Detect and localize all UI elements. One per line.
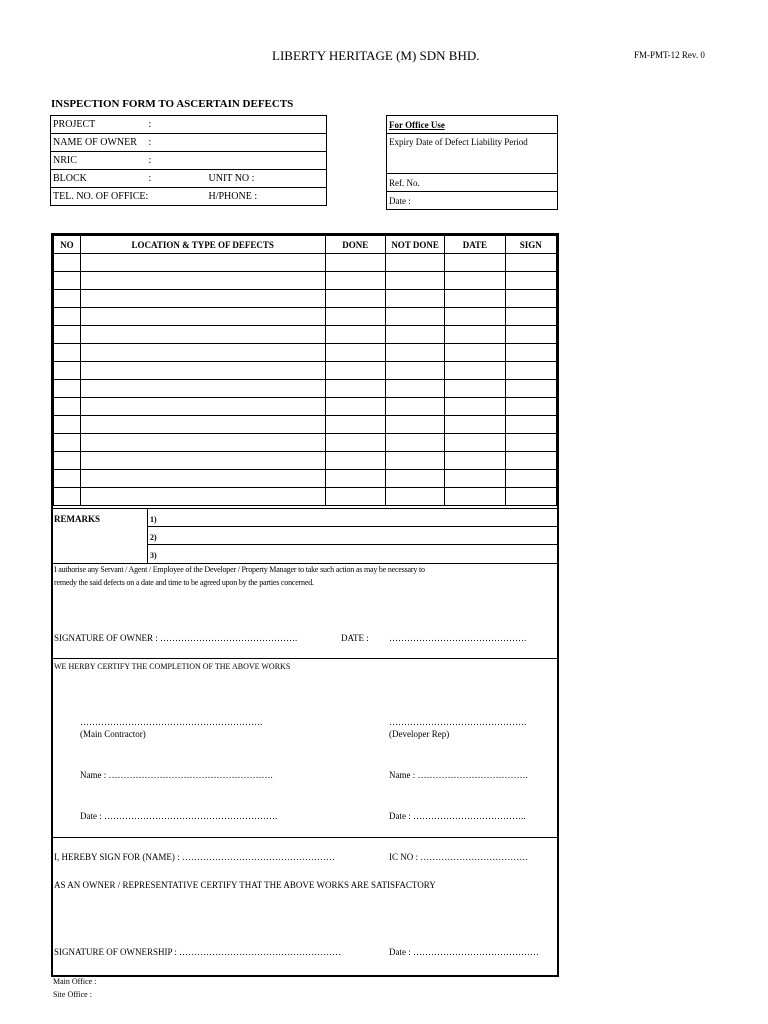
ref-no-field[interactable]: Ref. No. xyxy=(387,174,558,192)
cell-location[interactable] xyxy=(80,290,325,308)
cell-date[interactable] xyxy=(445,344,505,362)
col-location: LOCATION & TYPE OF DEFECTS xyxy=(80,236,325,254)
cell-no[interactable] xyxy=(54,452,81,470)
owner-colon: : xyxy=(148,137,152,148)
cell-no[interactable] xyxy=(54,344,81,362)
table-row xyxy=(54,470,557,488)
cell-date[interactable] xyxy=(445,272,505,290)
cell-no[interactable] xyxy=(54,272,81,290)
cell-location[interactable] xyxy=(80,362,325,380)
expiry-date-field[interactable]: Expiry Date of Defect Liability Period xyxy=(387,134,558,174)
col-not-done: NOT DONE xyxy=(385,236,444,254)
cell-sign[interactable] xyxy=(505,362,556,380)
cell-done[interactable] xyxy=(325,434,385,452)
cell-date[interactable] xyxy=(445,470,505,488)
cell-no[interactable] xyxy=(54,398,81,416)
unit-label: UNIT NO : xyxy=(208,173,255,184)
owner-cell[interactable] xyxy=(51,134,327,152)
certify-title: WE HERBY CERTIFY THE COMPLETION OF THE ABOVE WORKS xyxy=(54,662,291,671)
cell-sign[interactable] xyxy=(505,308,556,326)
table-row xyxy=(54,326,557,344)
cell-not-done[interactable] xyxy=(385,326,444,344)
cell-no[interactable] xyxy=(54,326,81,344)
cell-not-done[interactable] xyxy=(385,434,444,452)
block-row xyxy=(51,170,327,188)
cell-no[interactable] xyxy=(54,380,81,398)
cell-no[interactable] xyxy=(54,488,81,506)
owner-row xyxy=(51,134,327,152)
cell-not-done[interactable] xyxy=(385,308,444,326)
office-use-table xyxy=(386,115,558,210)
cell-not-done[interactable] xyxy=(385,290,444,308)
cell-done[interactable] xyxy=(325,254,385,272)
cell-date[interactable] xyxy=(445,254,505,272)
cell-done[interactable] xyxy=(325,290,385,308)
defect-rows xyxy=(54,254,557,506)
col-done: DONE xyxy=(325,236,385,254)
project-cell[interactable] xyxy=(51,116,327,134)
table-row xyxy=(54,362,557,380)
contractor-signature-field[interactable]: ……………………………………………………. xyxy=(80,717,263,727)
cell-date[interactable] xyxy=(445,416,505,434)
defects-header-row xyxy=(54,236,557,254)
office-use-title: For Office Use xyxy=(387,116,558,134)
developer-signature-field[interactable]: ………………………………………. xyxy=(389,717,527,727)
cell-not-done[interactable] xyxy=(385,272,444,290)
col-no: NO xyxy=(54,236,81,254)
cell-not-done[interactable] xyxy=(385,344,444,362)
cell-sign[interactable] xyxy=(505,488,556,506)
main-office-label: Main Office : xyxy=(53,977,97,986)
cell-date[interactable] xyxy=(445,290,505,308)
developer-name-field[interactable]: Name : ………………………………. xyxy=(389,770,528,780)
cell-location[interactable] xyxy=(80,272,325,290)
table-row xyxy=(54,344,557,362)
cell-sign[interactable] xyxy=(505,470,556,488)
cell-location[interactable] xyxy=(80,434,325,452)
cell-done[interactable] xyxy=(325,470,385,488)
cell-done[interactable] xyxy=(325,380,385,398)
authorise-line-2: remedy the said defects on a date and time to be agreed upon by the parties concerned. xyxy=(54,578,314,587)
table-row xyxy=(54,434,557,452)
cell-location[interactable] xyxy=(80,488,325,506)
cell-not-done[interactable] xyxy=(385,452,444,470)
table-row xyxy=(54,254,557,272)
owner-signature-field[interactable]: SIGNATURE OF OWNER : ………………………………………. xyxy=(54,633,298,643)
cell-no[interactable] xyxy=(54,470,81,488)
cell-not-done[interactable] xyxy=(385,488,444,506)
developer-date-field[interactable]: Date : ……………………………….. xyxy=(389,811,526,821)
cell-done[interactable] xyxy=(325,272,385,290)
office-date-field[interactable]: Date : xyxy=(387,192,558,210)
cell-done[interactable] xyxy=(325,416,385,434)
table-row xyxy=(54,290,557,308)
cell-date[interactable] xyxy=(445,308,505,326)
remark-2-label: 2) xyxy=(150,533,157,542)
cell-done[interactable] xyxy=(325,488,385,506)
project-label: PROJECT xyxy=(53,119,96,130)
cell-done[interactable] xyxy=(325,308,385,326)
main-contractor-label: (Main Contractor) xyxy=(80,729,146,739)
tel-cell[interactable] xyxy=(51,188,327,206)
cell-date[interactable] xyxy=(445,434,505,452)
table-row xyxy=(54,380,557,398)
table-row xyxy=(54,398,557,416)
cell-date[interactable] xyxy=(445,452,505,470)
site-office-label: Site Office : xyxy=(53,990,92,999)
cell-no[interactable] xyxy=(54,416,81,434)
hphone-label: H/PHONE : xyxy=(208,191,258,202)
cell-sign[interactable] xyxy=(505,290,556,308)
cell-date[interactable] xyxy=(445,380,505,398)
defects-form-box xyxy=(51,233,559,977)
cell-sign[interactable] xyxy=(505,380,556,398)
cell-not-done[interactable] xyxy=(385,470,444,488)
cell-sign[interactable] xyxy=(505,398,556,416)
owner-info-table xyxy=(50,115,327,206)
cell-sign[interactable] xyxy=(505,434,556,452)
cell-date[interactable] xyxy=(445,398,505,416)
table-row xyxy=(54,452,557,470)
tel-label: TEL. NO. OF OFFICE: xyxy=(53,191,149,202)
block-cell[interactable] xyxy=(51,170,327,188)
remarks-label: REMARKS xyxy=(54,514,101,524)
tel-row xyxy=(51,188,327,206)
owner-label: NAME OF OWNER xyxy=(53,137,137,148)
block-label: BLOCK xyxy=(53,173,87,184)
cell-not-done[interactable] xyxy=(385,254,444,272)
cell-done[interactable] xyxy=(325,326,385,344)
owner-certify-statement: AS AN OWNER / REPRESENTATIVE CERTIFY THAT THE ABOVE WORKS ARE SATISFACTORY xyxy=(54,880,436,890)
project-colon: : xyxy=(148,119,152,130)
cell-no[interactable] xyxy=(54,254,81,272)
cell-location[interactable] xyxy=(80,254,325,272)
remark-3-label: 3) xyxy=(150,551,157,560)
nric-label: NRIC xyxy=(53,155,77,166)
cell-location[interactable] xyxy=(80,452,325,470)
nric-row xyxy=(51,152,327,170)
col-date: DATE xyxy=(445,236,505,254)
block-colon: : xyxy=(148,173,152,184)
remark-2-input[interactable] xyxy=(203,531,555,543)
cell-not-done[interactable] xyxy=(385,416,444,434)
cell-location[interactable] xyxy=(80,470,325,488)
cell-location[interactable] xyxy=(80,398,325,416)
defects-table xyxy=(53,235,557,506)
form-code: FM-PMT-12 Rev. 0 xyxy=(634,50,705,60)
cell-date[interactable] xyxy=(445,362,505,380)
owner-date-field[interactable]: ………………………………………. xyxy=(389,633,527,643)
ownership-signature-field[interactable]: SIGNATURE OF OWNERSHIP : ……………………………………………… xyxy=(54,947,342,957)
authorise-line-1: I authorise any Servant / Agent / Employee of the Developer / Property Manager to take such action as may be necessary to xyxy=(54,565,425,574)
ic-no-field[interactable]: IC NO : ……………………………… xyxy=(389,852,529,862)
table-row xyxy=(54,272,557,290)
cell-location[interactable] xyxy=(80,344,325,362)
remark-3-input[interactable] xyxy=(203,549,555,561)
col-sign: SIGN xyxy=(505,236,556,254)
cell-location[interactable] xyxy=(80,380,325,398)
cell-not-done[interactable] xyxy=(385,398,444,416)
cell-sign[interactable] xyxy=(505,344,556,362)
cell-sign[interactable] xyxy=(505,452,556,470)
ownership-date-field[interactable]: Date : …………………………………… xyxy=(389,947,539,957)
cell-done[interactable] xyxy=(325,344,385,362)
contractor-date-field[interactable]: Date : …………………………………………………. xyxy=(80,811,278,821)
table-row xyxy=(54,416,557,434)
cell-done[interactable] xyxy=(325,362,385,380)
owner-date-label: DATE : xyxy=(341,633,369,643)
developer-rep-label: (Developer Rep) xyxy=(389,729,450,739)
cell-no[interactable] xyxy=(54,308,81,326)
cell-no[interactable] xyxy=(54,290,81,308)
company-name: LIBERTY HERITAGE (M) SDN BHD. xyxy=(272,48,480,63)
cell-sign[interactable] xyxy=(505,416,556,434)
cell-done[interactable] xyxy=(325,398,385,416)
table-row xyxy=(54,488,557,506)
table-row xyxy=(54,308,557,326)
cell-no[interactable] xyxy=(54,434,81,452)
cell-location[interactable] xyxy=(80,326,325,344)
cell-not-done[interactable] xyxy=(385,362,444,380)
cell-sign[interactable] xyxy=(505,254,556,272)
remark-1-input[interactable] xyxy=(203,513,555,525)
cell-sign[interactable] xyxy=(505,272,556,290)
cell-date[interactable] xyxy=(445,488,505,506)
cell-date[interactable] xyxy=(445,326,505,344)
nric-colon: : xyxy=(148,155,152,166)
cell-location[interactable] xyxy=(80,308,325,326)
sign-for-name-field[interactable]: I, HEREBY SIGN FOR (NAME) : …………………………………………… xyxy=(54,852,335,862)
nric-cell[interactable] xyxy=(51,152,327,170)
contractor-name-field[interactable]: Name : ………………………………………………. xyxy=(80,770,273,780)
cell-done[interactable] xyxy=(325,452,385,470)
cell-sign[interactable] xyxy=(505,326,556,344)
cell-location[interactable] xyxy=(80,416,325,434)
cell-not-done[interactable] xyxy=(385,380,444,398)
form-title: INSPECTION FORM TO ASCERTAIN DEFECTS xyxy=(51,98,294,110)
remark-1-label: 1) xyxy=(150,515,157,524)
project-row xyxy=(51,116,327,134)
cell-no[interactable] xyxy=(54,362,81,380)
